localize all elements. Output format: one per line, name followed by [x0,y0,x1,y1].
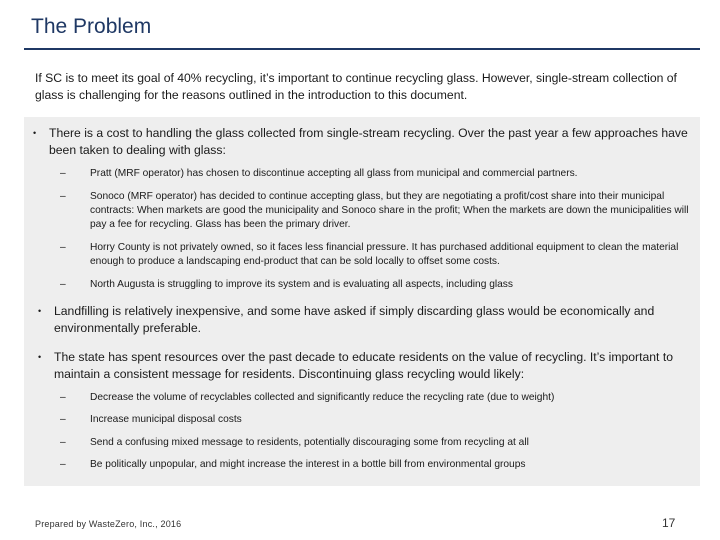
intro-paragraph: If SC is to meet its goal of 40% recycling, it’s important to continue recycling glass. However, single-stream collection of glass is challenging for the reasons outlined in the introduction to this document. [35,71,677,102]
bullet-item [38,349,689,383]
bullet-text: There is a cost to handling the glass collected from single-stream recycling. Over the past year a few approaches have been taken to dealing with glass: [49,126,688,157]
sub-bullet-marker: – [60,168,66,179]
sub-bullet-text: North Augusta is struggling to improve its system and is evaluating all aspects, including glass [90,279,513,290]
sub-bullet-text: Sonoco (MRF operator) has decided to continue accepting glass, but they are negotiating a profit/cost share into their municipal contracts: When markets are good the municipality and Sonoco share in the profit; When the markets are down the municipalities will pay a fee for recycling. Glass has been the primary driver. [90,191,689,230]
sub-bullet-text: Horry County is not privately owned, so it faces less financial pressure. It has purchased additional equipment to clean the material enough to produce a landscaping end-product that can be sold locally to offset some costs. [90,242,679,267]
sub-bullet-text: Pratt (MRF operator) has chosen to discontinue accepting all glass from municipal and commercial partners. [90,168,578,179]
bullet-text: The state has spent resources over the past decade to educate residents on the value of recycling. It’s important to maintain a consistent message for residents. Discontinuing glass recycling would likely: [54,350,673,381]
sub-bullet-marker: – [60,392,66,403]
sub-bullet-marker: – [60,242,66,253]
sub-bullet-item [60,413,690,427]
footer-credit: Prepared by WasteZero, Inc., 2016 [35,519,182,529]
bullet-marker: • [33,128,37,138]
bullet-item [33,125,689,159]
sub-bullet-item [60,167,690,181]
bullet-marker: • [38,352,42,362]
sub-bullet-item [60,241,690,269]
bullet-marker: • [38,306,42,316]
sub-bullet-text: Send a confusing mixed message to residents, potentially discouraging some from recycling at all [90,437,529,448]
slide-title: The Problem [31,15,152,38]
sub-bullet-text: Increase municipal disposal costs [90,414,242,425]
sub-bullet-text: Decrease the volume of recyclables collected and significantly reduce the recycling rate (due to weight) [90,392,555,403]
sub-bullet-item [60,190,690,232]
bullet-text: Landfilling is relatively inexpensive, and some have asked if simply discarding glass would be economically and environmentally preferable. [54,304,655,335]
sub-bullet-item [60,278,690,292]
sub-bullet-marker: – [60,191,66,202]
sub-bullet-marker: – [60,414,66,425]
sub-bullet-item [60,436,690,450]
sub-bullet-item [60,458,690,472]
sub-bullet-marker: – [60,437,66,448]
bullet-item [38,303,689,337]
sub-bullet-item [60,391,690,405]
page-number: 17 [662,516,676,530]
sub-bullet-text: Be politically unpopular, and might increase the interest in a bottle bill from environmental groups [90,459,526,470]
title-divider [24,48,700,50]
sub-bullet-marker: – [60,459,66,470]
content-panel [24,117,700,486]
sub-bullet-marker: – [60,279,66,290]
